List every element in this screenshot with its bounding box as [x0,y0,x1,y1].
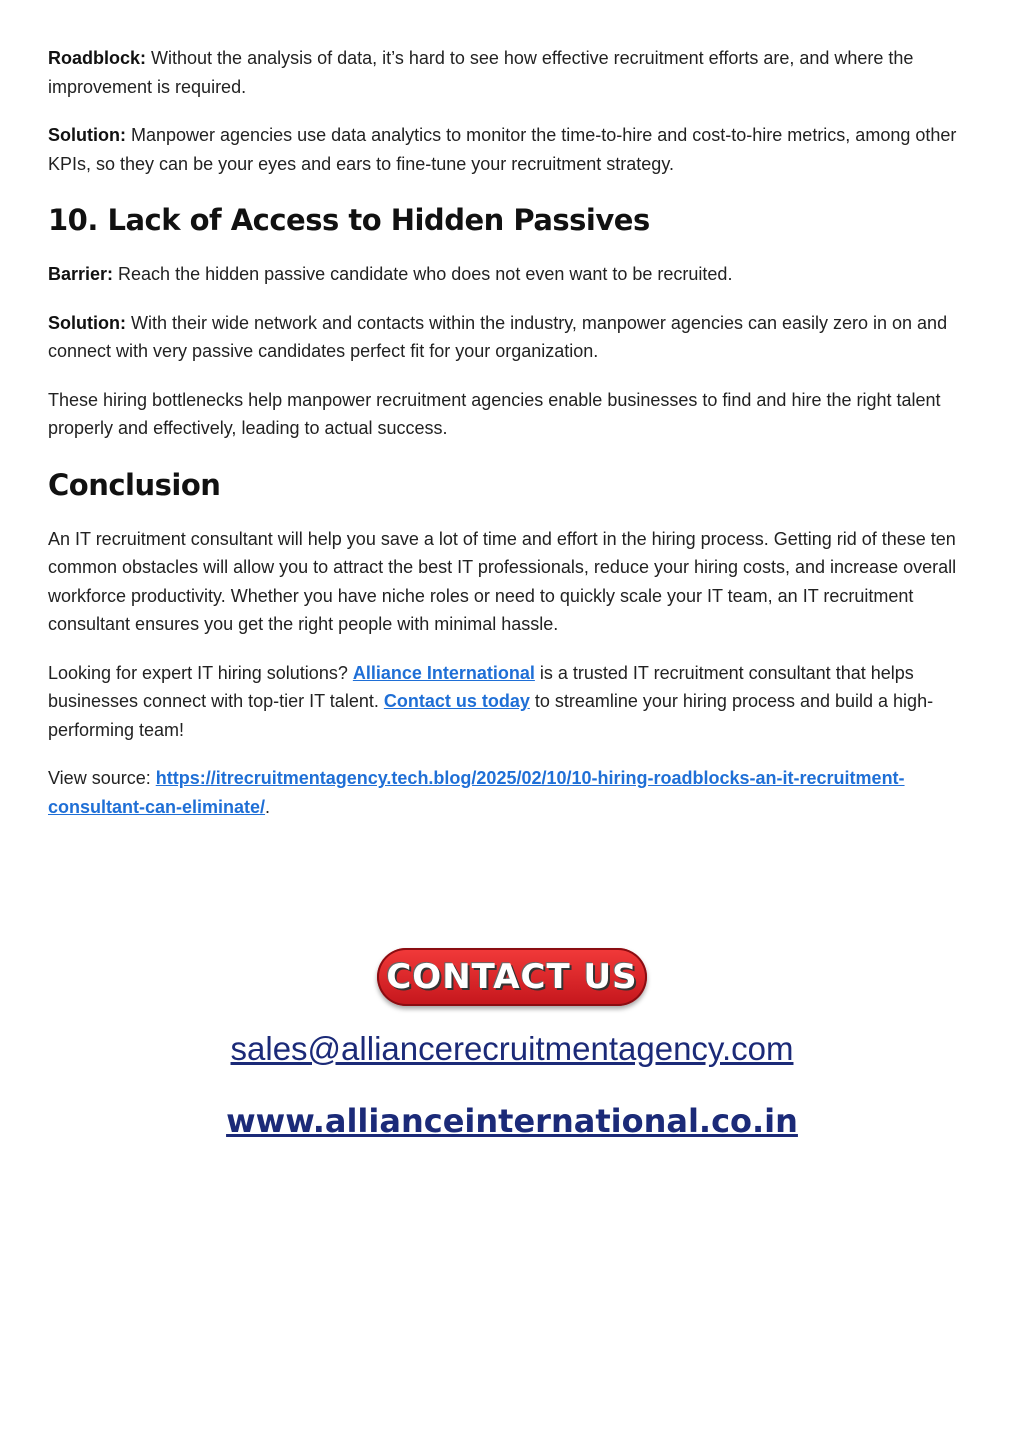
document-body [48,44,978,841]
roadblock-label: Roadblock: [48,48,147,68]
cta-paragraph [48,659,978,745]
solution-label-10: Solution: [48,312,126,333]
conclusion-heading: Conclusion [48,467,221,502]
alliance-international-link[interactable]: Alliance International [352,662,535,683]
contact-website-link[interactable]: www.allianceinternational.co.in [226,1102,798,1140]
contact-email-block [0,1030,1024,1068]
contact-us-today-link[interactable]: Contact us today [383,691,530,711]
solution-text: Manpower agencies use data analytics to monitor the time-to-hire and cost-to-hire metrics, among other KPIs, so they can be your eyes and ears to fine-tune your recruitment strategy. [48,125,957,174]
roadblock-paragraph [48,44,978,101]
solution-label: Solution: [48,125,126,145]
roadblock-text: Without the analysis of data, it’s hard to see how effective recruitment efforts are, and where the improvement is required. [48,48,914,97]
contact-button-area [0,948,1024,1006]
barrier-text: Reach the hidden passive candidate who does not even want to be recruited. [113,264,733,284]
barrier-label: Barrier: [48,264,114,284]
cta-prefix: Looking for expert IT hiring solutions? [48,662,353,683]
solution-text-10: With their wide network and contacts within the industry, manpower agencies can easily zero in on and connect with very passive candidates perfect fit for your organization. [48,312,948,361]
conclusion-paragraph: An IT recruitment consultant will help you save a lot of time and effort in the hiring process. Getting rid of these ten common obstacles will allow you to attract the best IT professionals, reduce your hiring costs, and increase overall workforce productivity. Whether you have niche roles or need to quickly scale your IT team, an IT recruitment consultant ensures you get the right people with minimal hassle. [48,528,957,634]
solution-paragraph [48,121,978,178]
source-prefix: View source: [48,768,156,788]
cta-suffix: to streamline your hiring process and build a high-performing team! [48,691,934,740]
source-suffix: . [265,796,271,817]
solution-paragraph-10 [48,309,978,366]
contact-email-link[interactable]: sales@alliancerecruitmentagency.com [230,1030,794,1067]
section-heading-hidden-passives: 10. Lack of Access to Hidden Passives [48,203,650,237]
barrier-paragraph [48,260,978,289]
source-link[interactable]: https://itrecruitmentagency.tech.blog/2025/02/10/10-hiring-roadblocks-an-it-recruitment-consultant-can-eliminate/ [48,768,905,817]
source-paragraph [48,764,978,821]
summary-paragraph: These hiring bottlenecks help manpower recruitment agencies enable businesses to find and hire the right talent properly and effectively, leading to actual success. [48,389,941,438]
contact-website-block [0,1102,1024,1140]
contact-us-button[interactable]: CONTACT US [377,948,647,1006]
cta-middle: is a trusted IT recruitment consultant that helps businesses connect with top-tier IT talent. [48,662,914,711]
